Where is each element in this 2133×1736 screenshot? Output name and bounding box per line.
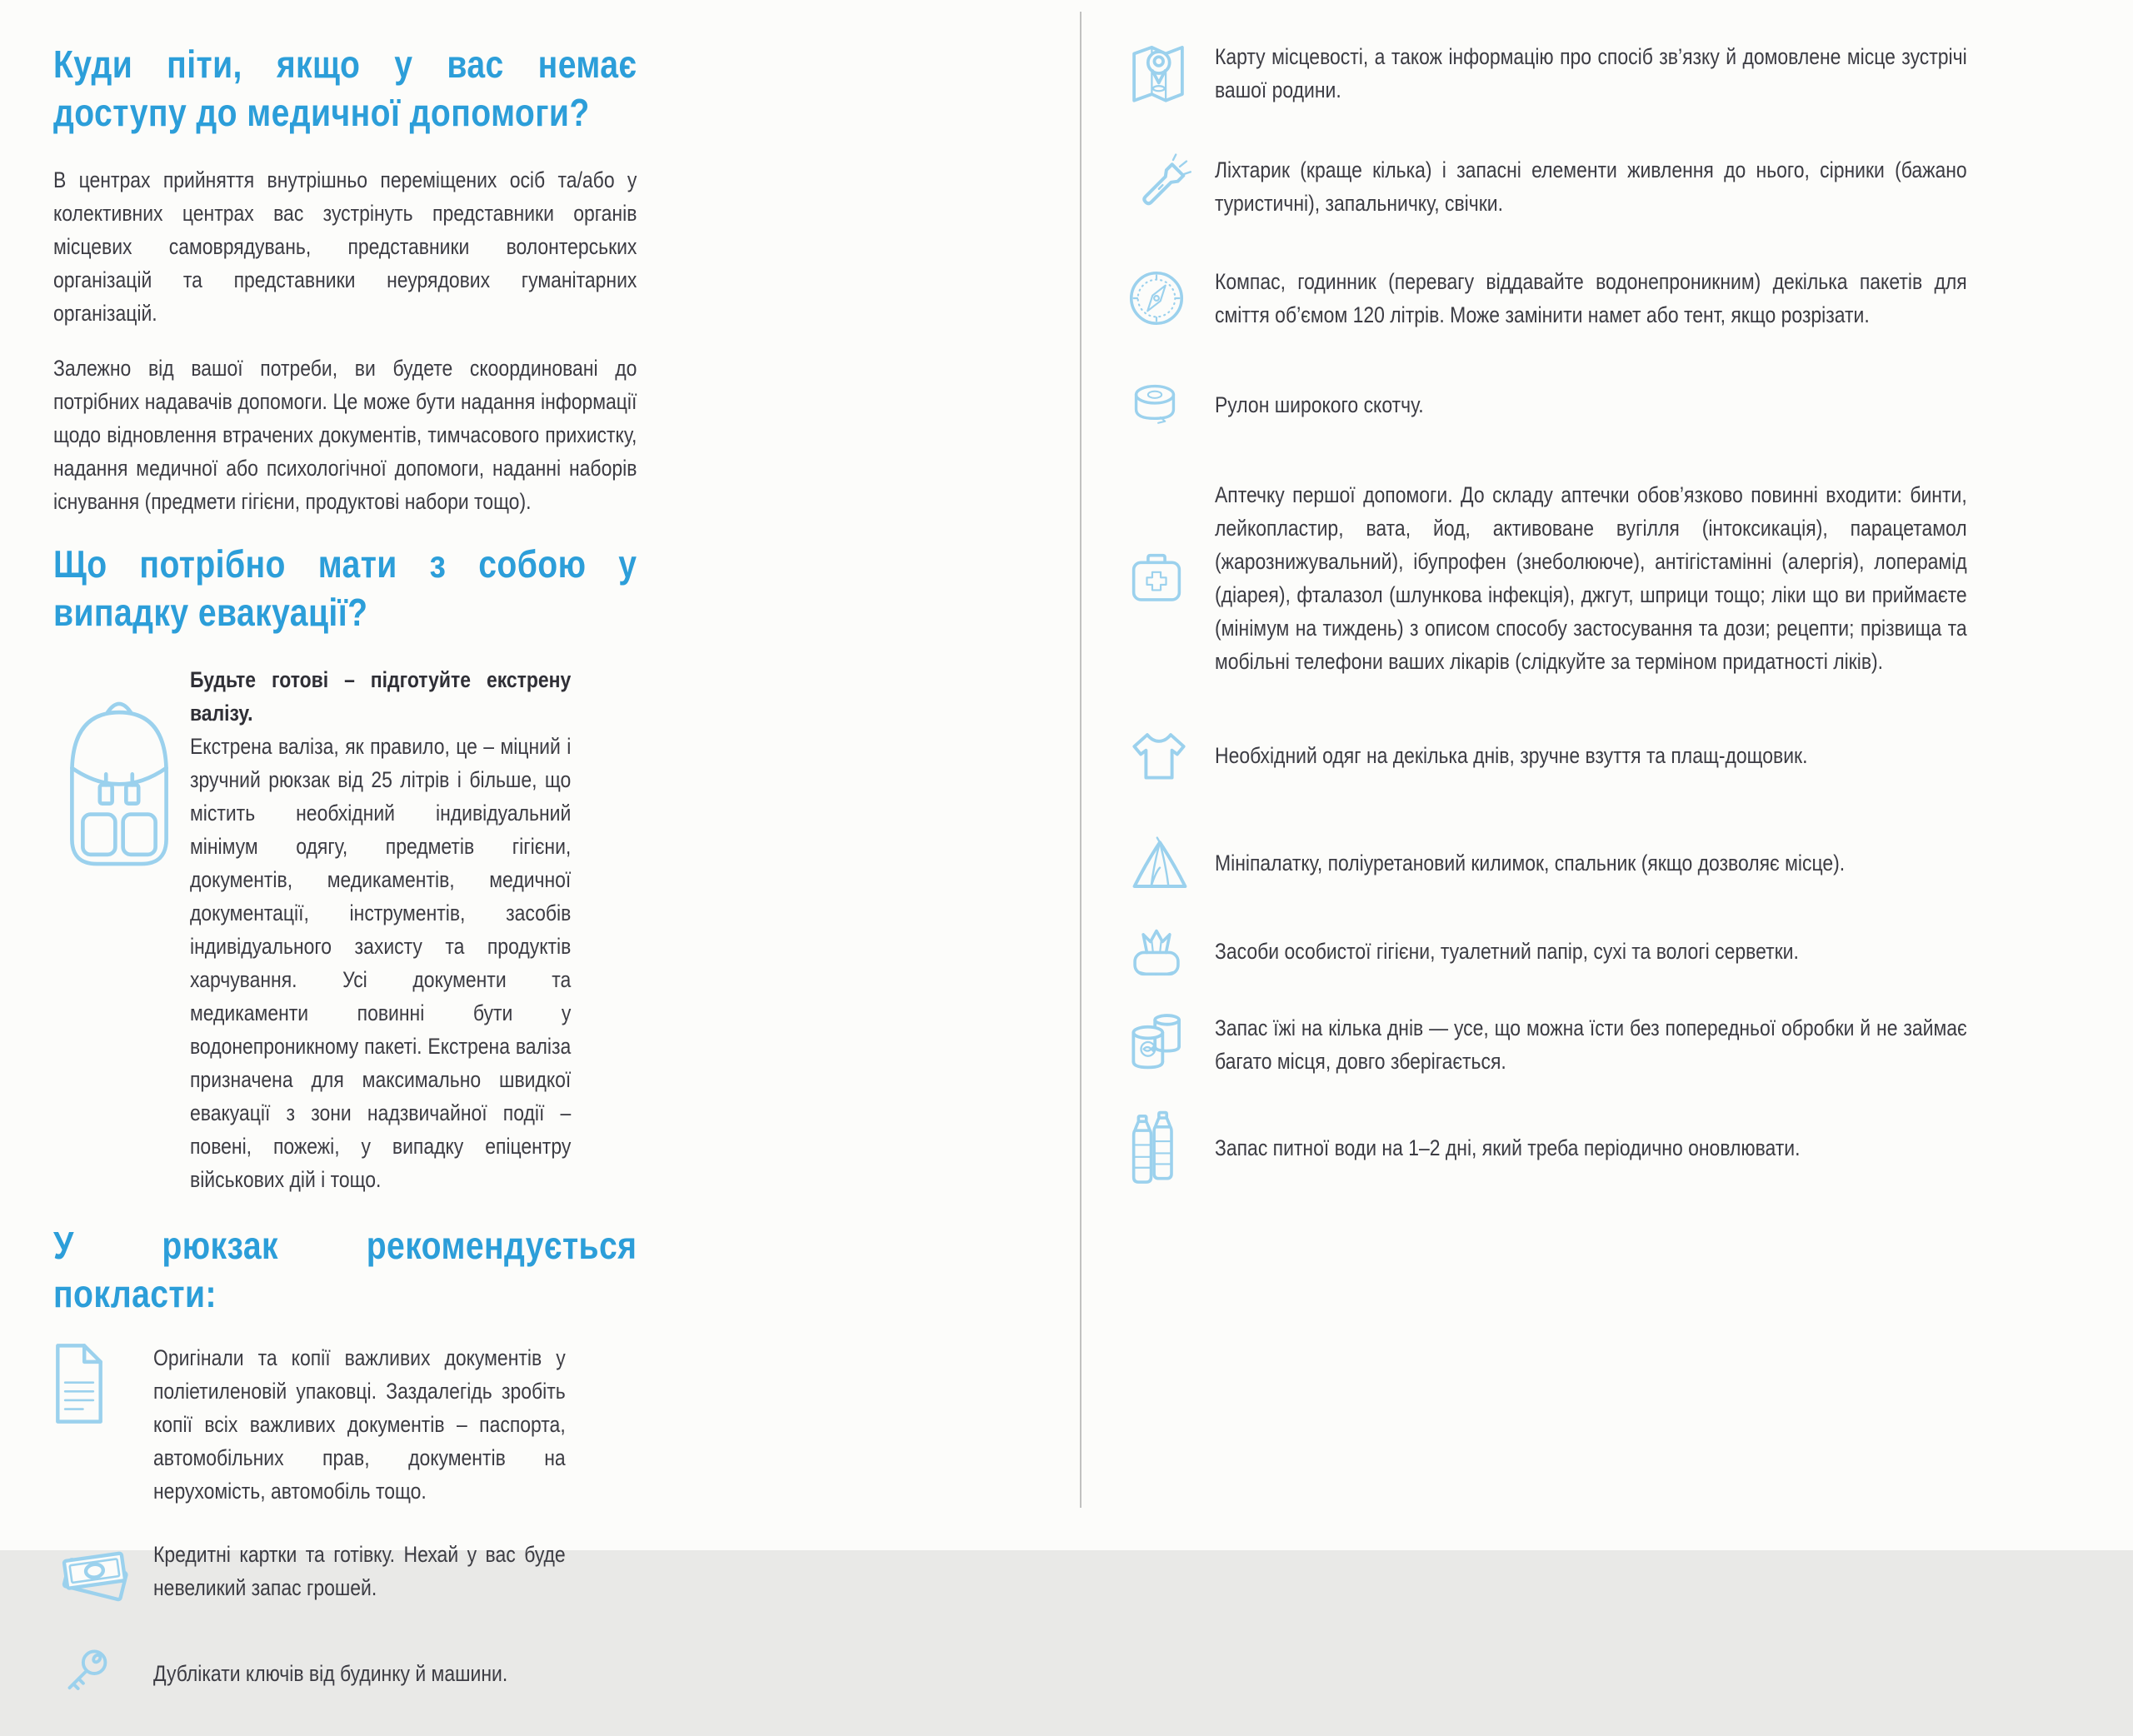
tent-icon <box>1126 833 1215 893</box>
wipes-icon <box>1126 921 1215 981</box>
water-bottles-icon <box>1126 1108 1215 1188</box>
bag-paragraph: Екстрена валіза, як правило, це – міцний і зручний рюкзак від 25 літрів і більше, що містить необхідний індивідуальний мінімум одягу, предметів гігієни, документів, медикаментів, медичної документації, інструментів, засобів індивідуального захисту та продуктів харчування. Усі документи та медикаменти повинні бути у водонепроникному пакеті. Екстрена валіза призначена для максимально швидкої евакуації з зони надзвичайної події – повені, пожежі, у випадку епіцентру військових дій і тощо. <box>190 734 572 1192</box>
list-item-keys <box>53 1641 638 1706</box>
heading-where-to-go: Куди піти, якщо у вас немає доступу до медичної допомоги? <box>53 42 637 134</box>
checklist-item-food <box>1126 1010 2100 1080</box>
compass-icon <box>1126 268 1215 328</box>
checklist-item-clothes <box>1126 723 2100 788</box>
checklist-item-text: Аптечку першої допомоги. До складу аптечки обов’язково повинні входити: бинти, лейкопластир, вата, йод, активоване вугілля (інтоксикація), парацетамол (жарознижувальний), ібупрофен (знеболююче), антігістамінні (алергія), лоперамід (діарея), фталазол (шлункова інфекція), джгут, шприци тощо; ліки що ви приймаєте (мінімум на тиждень) з описом способу застосування та дози; рецепти; прізвища та мобільні телефони ваших лікарів (слідкуйте за терміном придатності ліків). <box>1215 482 1967 674</box>
heading-backpack-list: У рюкзак рекомендується покласти: <box>53 1224 637 1315</box>
checklist-item-text: Компас, годинник (перевагу віддавайте водонепроникним) декілька пакетів для сміття об’ємом 120 літрів. Може замінити намет або тент, якщо розрізати. <box>1215 269 1967 327</box>
checklist-item-text: Засоби особистої гігієни, туалетний папір, сухі та вологі серветки. <box>1215 939 1799 964</box>
tshirt-icon <box>1126 723 1215 788</box>
paragraph-reception-centers: В центрах прийняття внутрішньо переміщених осіб та/або у колективних центрах вас зустрінуть представники органів місцевих самоврядувань, представники волонтерських організацій та представники неурядових гуманітарних організацій. <box>53 167 637 326</box>
canned-food-icon <box>1126 1010 1215 1080</box>
checklist-item-text: Рулон широкого скотчу. <box>1215 392 1424 417</box>
emergency-bag-text <box>190 663 571 1196</box>
checklist-item-text: Мініпалатку, поліуретановий килимок, спальник (якщо дозволяє місце). <box>1215 851 1846 875</box>
map-icon <box>1126 38 1215 108</box>
money-icon <box>53 1538 153 1611</box>
flashlight-icon <box>1126 153 1215 220</box>
checklist-item-tape <box>1126 377 2100 433</box>
checklist-item-water <box>1126 1108 2100 1188</box>
checklist-item-flashlight <box>1126 153 2100 220</box>
right-column <box>1126 0 2100 1233</box>
bag-intro-bold: Будьте готові – підготуйте екстрену валізу. <box>190 667 572 726</box>
checklist-item-text: Запас питної води на 1–2 дні, який треба періодично оновлювати. <box>1215 1135 1801 1160</box>
checklist-item-wipes <box>1126 921 2100 981</box>
checklist-item-text: Карту місцевості, а також інформацію про спосіб зв’язку й домовлене місце зустрічі вашої родини. <box>1215 44 1967 102</box>
document-icon <box>53 1341 153 1426</box>
checklist-item-first-aid <box>1126 478 2100 678</box>
list-item-text: Кредитні картки та готівку. Нехай у вас буде невеликий запас грошей. <box>153 1542 566 1600</box>
list-item-money <box>53 1538 638 1611</box>
key-icon <box>53 1641 153 1706</box>
checklist-item-map <box>1126 38 2100 108</box>
checklist-item-text: Необхідний одяг на декілька днів, зручне взуття та плащ-дощовик. <box>1215 743 1808 768</box>
emergency-bag-section <box>53 663 638 1196</box>
checklist-item-compass <box>1126 265 2100 332</box>
list-item-text: Дублікати ключів від будинку й машини. <box>153 1661 508 1686</box>
left-column <box>53 0 638 1736</box>
heading-what-to-have: Що потрібно мати з собою у випадку евакуації? <box>53 542 637 634</box>
list-item-text: Оригінали та копії важливих документів у поліетиленовій упаковці. Заздалегідь зробіть копії всіх важливих документів – паспорта, автомобільних прав, документів на нерухомість, автомобіль тощо. <box>153 1345 566 1504</box>
paragraph-coordination: Залежно від вашої потреби, ви будете скоординовані до потрібних надавачів допомоги. Це може бути надання інформації щодо відновлення втрачених документів, тимчасового прихистку, надання медичної або психологічної допомоги, наданні наборів існування (предмети гігієни, продуктові набори тощо). <box>53 356 637 514</box>
tape-icon <box>1126 377 1215 433</box>
first-aid-icon <box>1126 548 1215 608</box>
backpack-icon <box>53 663 190 875</box>
checklist-item-text: Ліхтарик (краще кілька) і запасні елементи живлення до нього, сірники (бажано туристичні), запальничку, свічки. <box>1215 157 1967 216</box>
column-divider <box>1080 12 1081 1508</box>
checklist-item-tent <box>1126 833 2100 893</box>
list-item-documents <box>53 1341 638 1508</box>
checklist-item-text: Запас їжі на кілька днів — усе, що можна їсти без попередньої обробки й не займає багато місця, довго зберігається. <box>1215 1015 1967 1074</box>
